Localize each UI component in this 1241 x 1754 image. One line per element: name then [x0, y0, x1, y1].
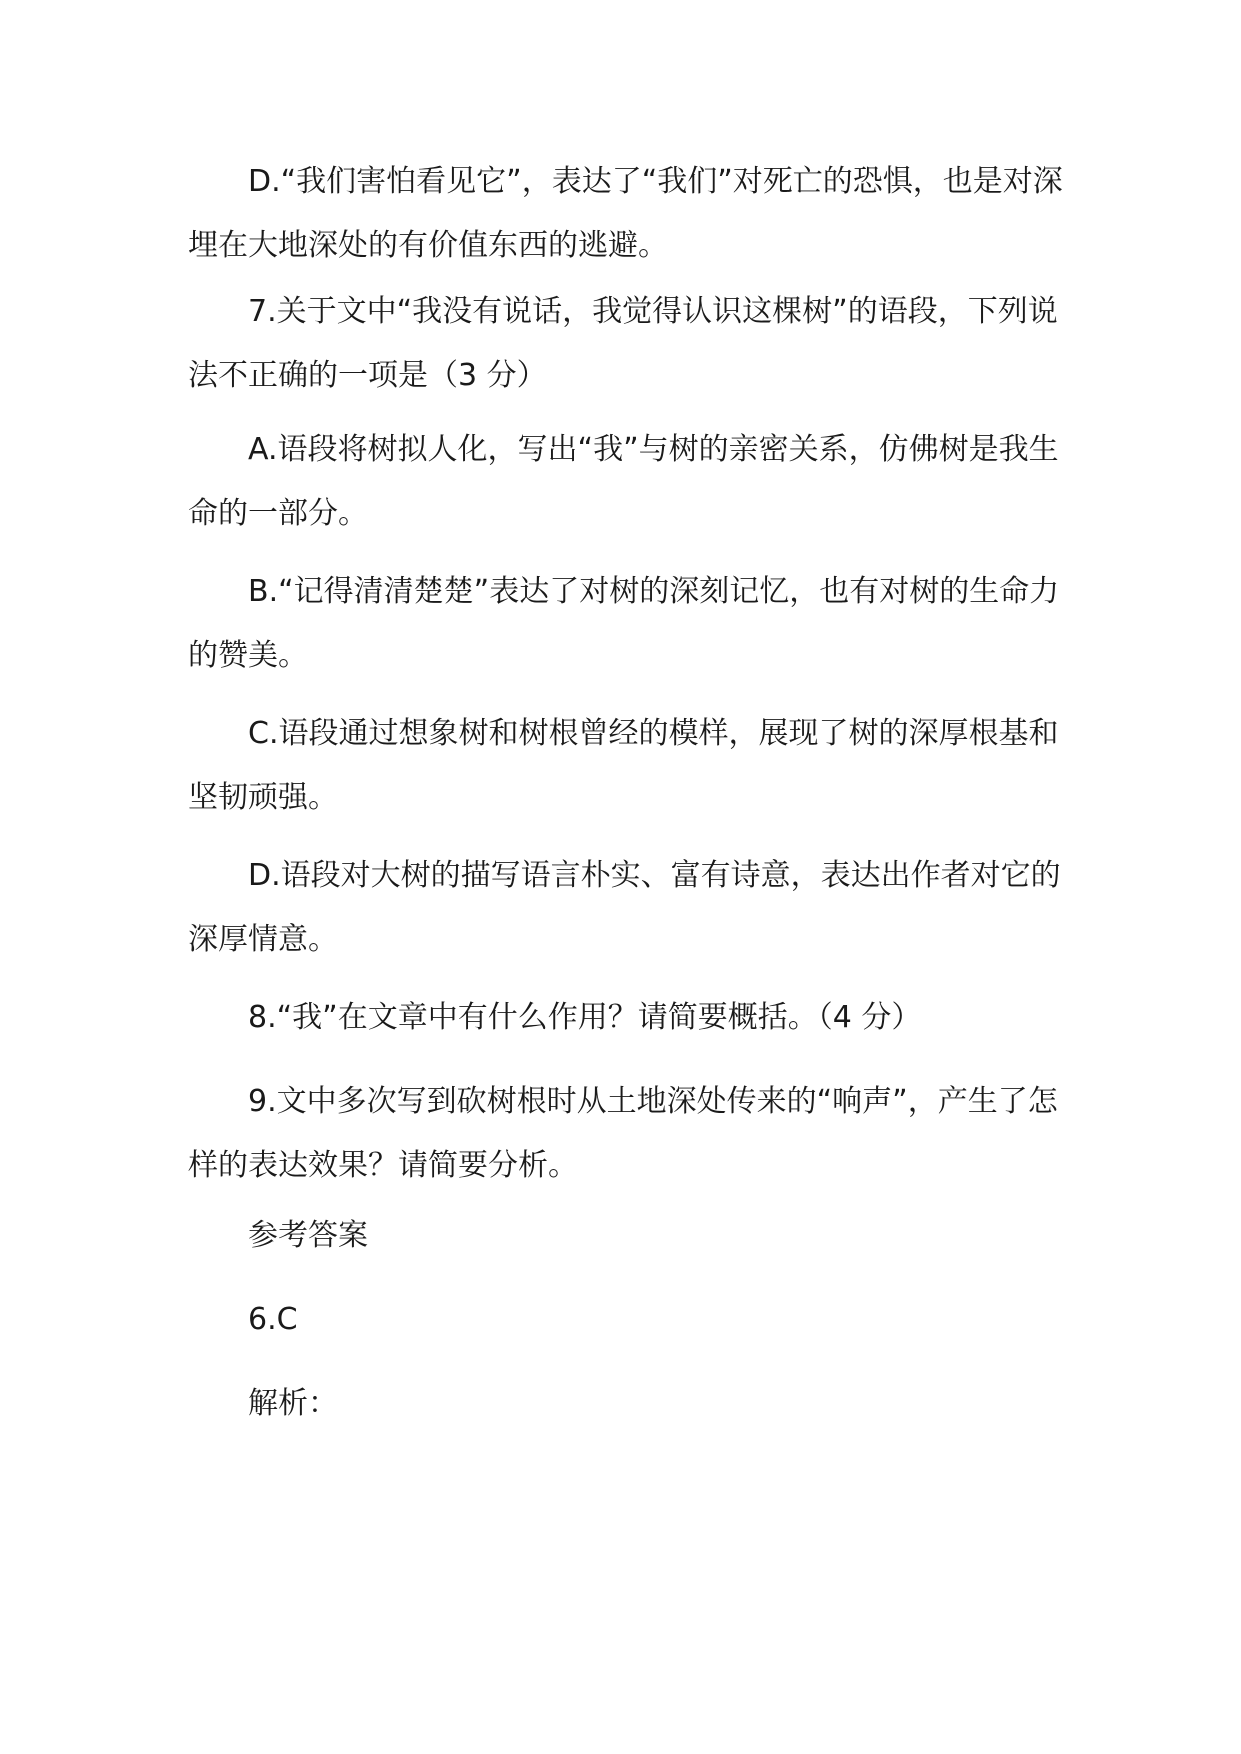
question-7: 7.关于文中“我没有说话，我觉得认识这棵树”的语段，下列说法不正确的一项是（3 分） [188, 294, 1058, 393]
option-d-previous-question: D.“我们害怕看见它”，表达了“我们”对死亡的恐惧，也是对深埋在大地深处的有价值东西的逃避。 [188, 164, 1063, 263]
question-7-option-c: C.语段通过想象树和树根曾经的模样，展现了树的深厚根基和坚韧顽强。 [188, 716, 1059, 815]
question-7-option-d: D.语段对大树的描写语言朴实、富有诗意，表达出作者对它的深厚情意。 [188, 858, 1061, 957]
question-7-option-b: B.“记得清清楚楚”表达了对树的深刻记忆，也有对树的生命力的赞美。 [188, 574, 1060, 673]
question-8: 8.“我”在文章中有什么作用？请简要概括。（4 分） [248, 1000, 922, 1035]
answer-key-heading: 参考答案 [248, 1218, 368, 1253]
question-7-option-a: A.语段将树拟人化，写出“我”与树的亲密关系，仿佛树是我生命的一部分。 [188, 432, 1059, 531]
analysis-label: 解析： [248, 1386, 338, 1421]
question-9: 9.文中多次写到砍树根时从土地深处传来的“响声”，产生了怎样的表达效果？请简要分析。 [188, 1084, 1058, 1183]
answer-6: 6.C [248, 1302, 298, 1337]
